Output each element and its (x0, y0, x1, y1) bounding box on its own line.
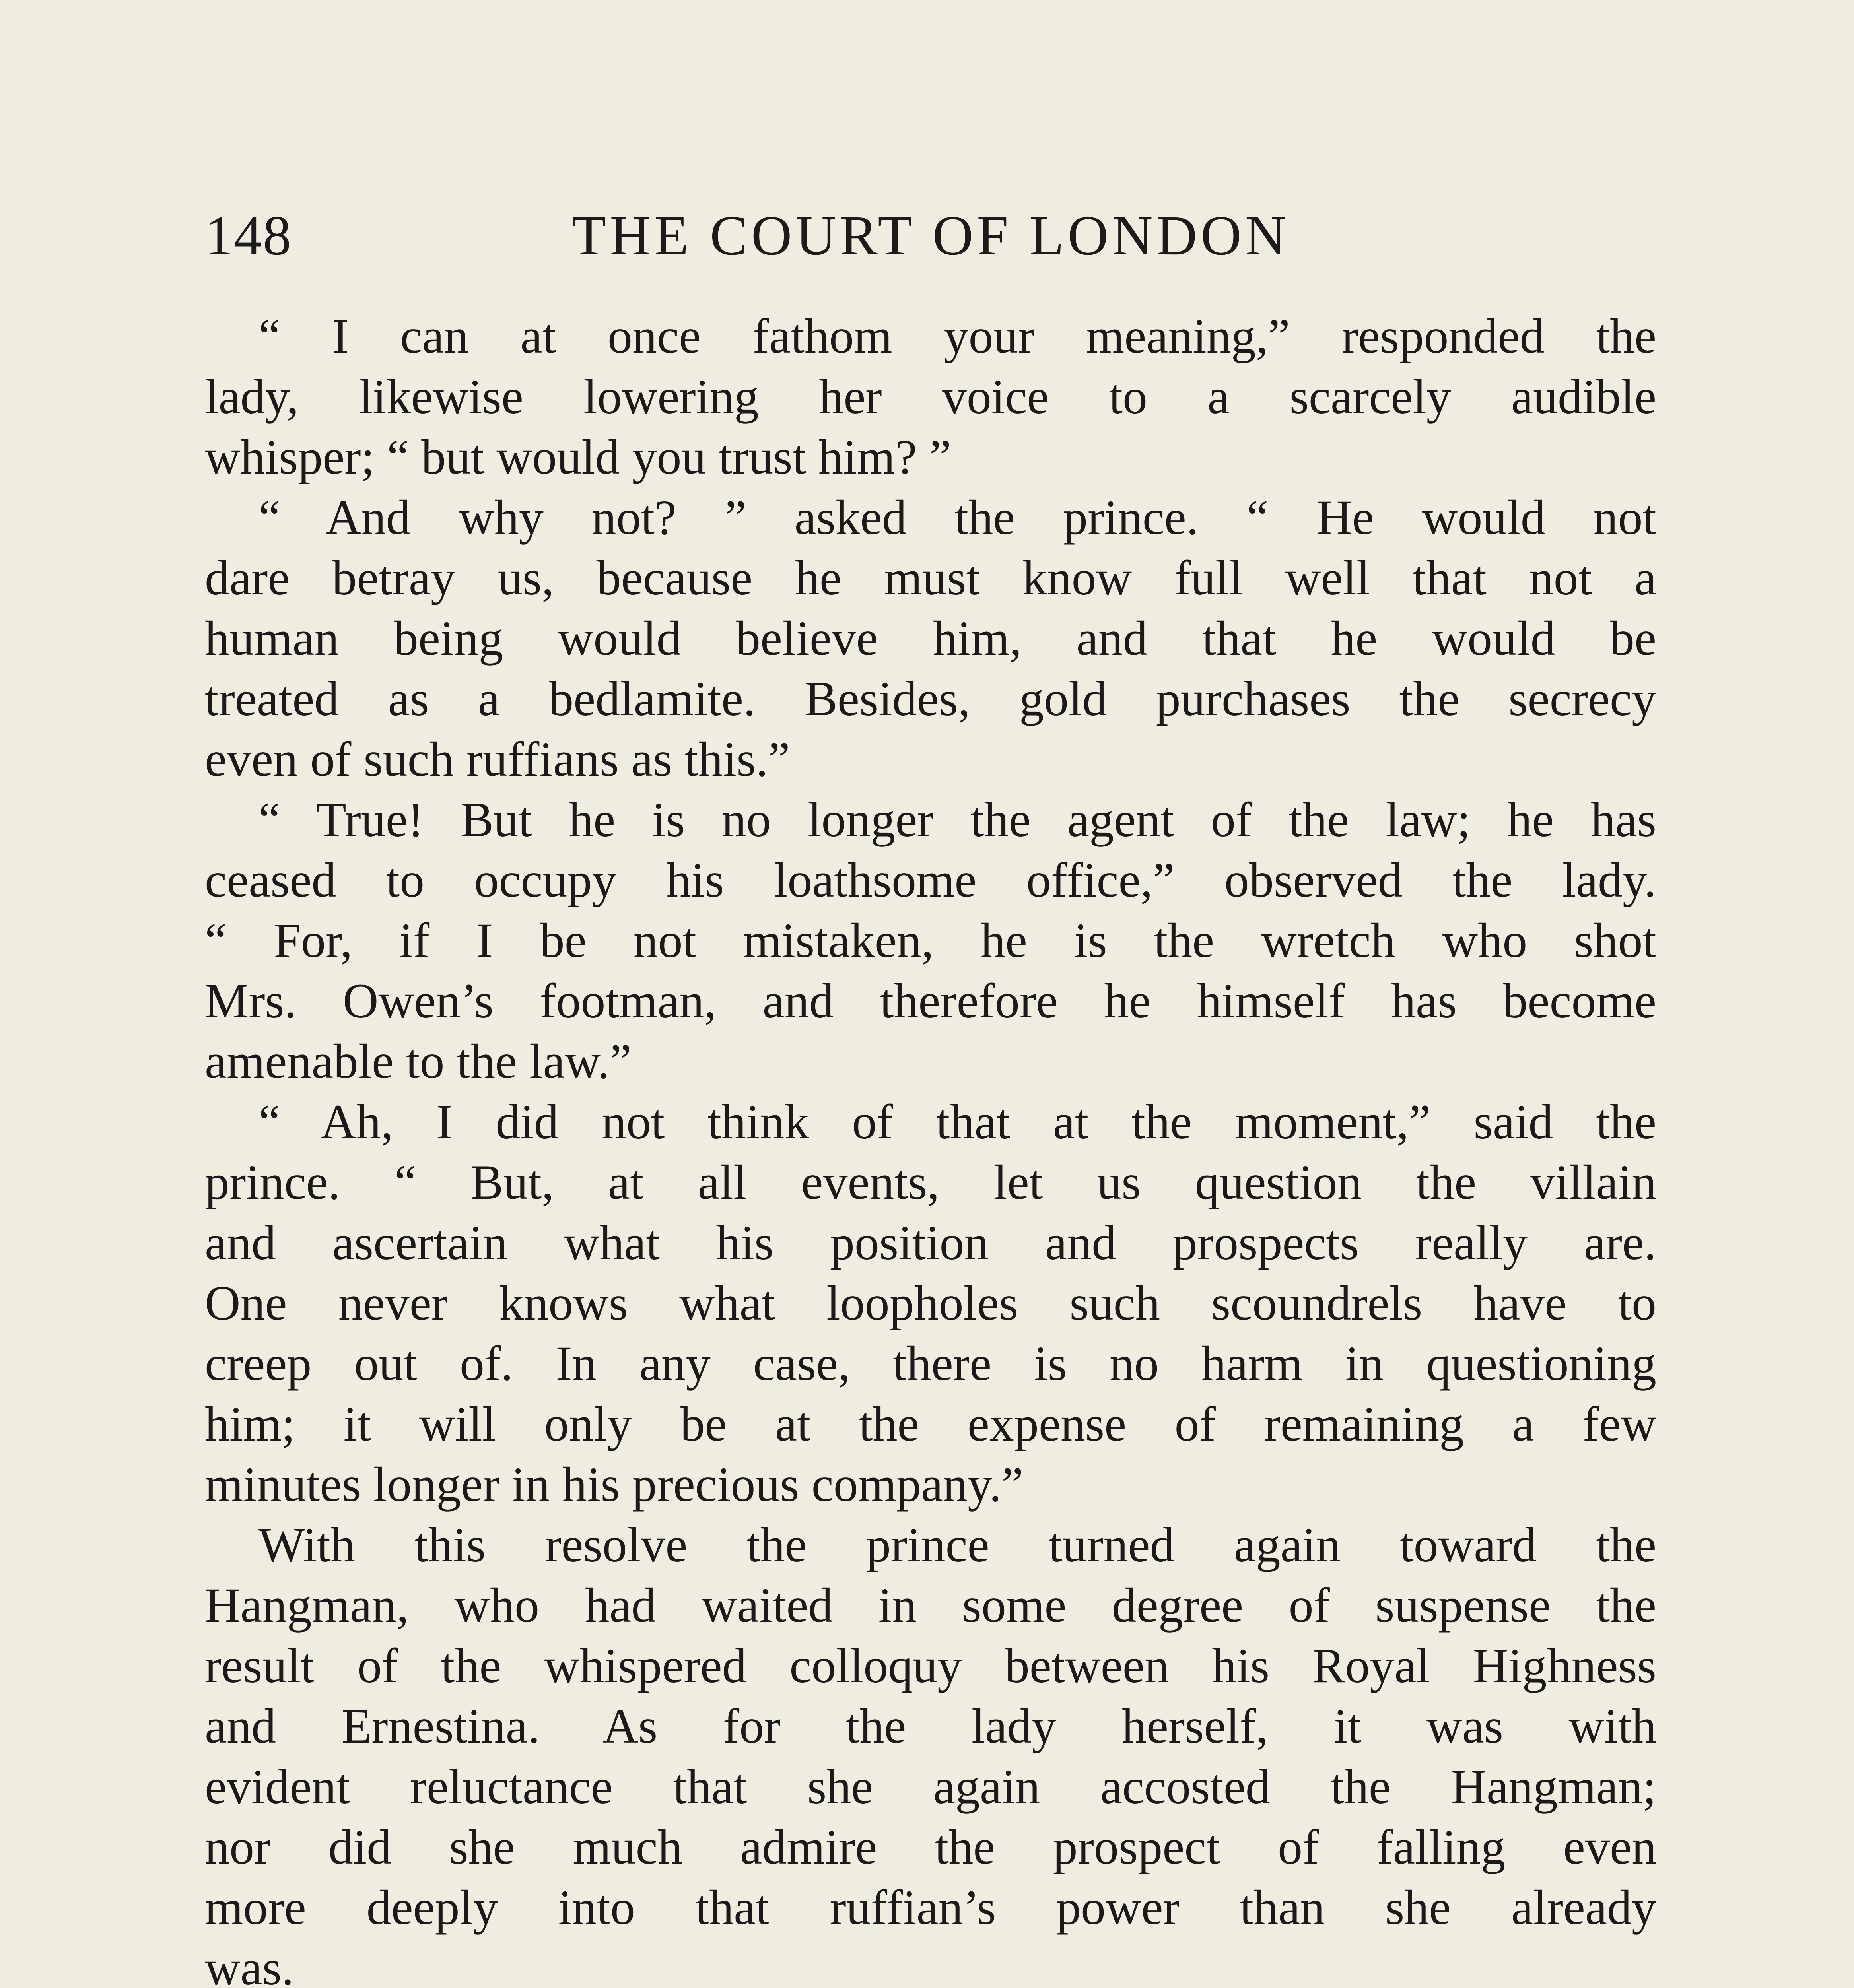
text-line: dare betray us, because he must know full well that not a (205, 551, 1656, 605)
text-line: With this resolve the prince turned again toward the (258, 1518, 1656, 1572)
text-line: lady, likewise lowering her voice to a scarcely audible (205, 369, 1656, 424)
text-line: was. (205, 1941, 294, 1988)
text-line: and ascertain what his position and prospects really are. (205, 1215, 1656, 1270)
text-line: “ Ah, I did not think of that at the moment,” said the (258, 1095, 1656, 1149)
text-line: creep out of. In any case, there is no harm in questioning (205, 1336, 1656, 1391)
text-line: minutes longer in his precious company.” (205, 1457, 1024, 1512)
text-line: evident reluctance that she again accosted the Hangman; (205, 1759, 1656, 1814)
running-title: THE COURT OF LONDON (571, 204, 1290, 267)
text-line: treated as a bedlamite. Besides, gold purchases the secrecy (205, 672, 1656, 726)
text-line: “ I can at once fathom your meaning,” responded the (258, 309, 1656, 363)
text-line: whisper; “ but would you trust him? ” (205, 430, 951, 484)
text-line: him; it will only be at the expense of remaining a few (205, 1397, 1656, 1451)
text-line: “ True! But he is no longer the agent of the law; he has (258, 792, 1656, 847)
page-header (205, 191, 1656, 270)
text-line: Mrs. Owen’s footman, and therefore he himself has become (205, 974, 1656, 1028)
text-line: human being would believe him, and that he would be (205, 611, 1656, 666)
text-line: and Ernestina. As for the lady herself, it was with (205, 1699, 1656, 1753)
page-number: 148 (205, 204, 292, 267)
text-line: nor did she much admire the prospect of falling even (205, 1820, 1656, 1874)
text-line: One never knows what loopholes such scoundrels have to (205, 1276, 1656, 1330)
text-line: “ For, if I be not mistaken, he is the wretch who shot (205, 913, 1656, 968)
text-line: “ And why not? ” asked the prince. “ He would not (258, 490, 1656, 545)
text-line: result of the whispered colloquy between his Royal Highness (205, 1639, 1656, 1693)
text-line: Hangman, who had waited in some degree of suspense the (205, 1578, 1656, 1633)
text-line: more deeply into that ruffian’s power than she already (205, 1880, 1656, 1935)
text-line: even of such ruffians as this.” (205, 732, 790, 786)
text-line: ceased to occupy his loathsome office,” observed the lady. (205, 853, 1656, 907)
body-text (205, 306, 1656, 1988)
text-line: amenable to the law.” (205, 1034, 632, 1089)
text-line: prince. “ But, at all events, let us question the villain (205, 1155, 1656, 1209)
